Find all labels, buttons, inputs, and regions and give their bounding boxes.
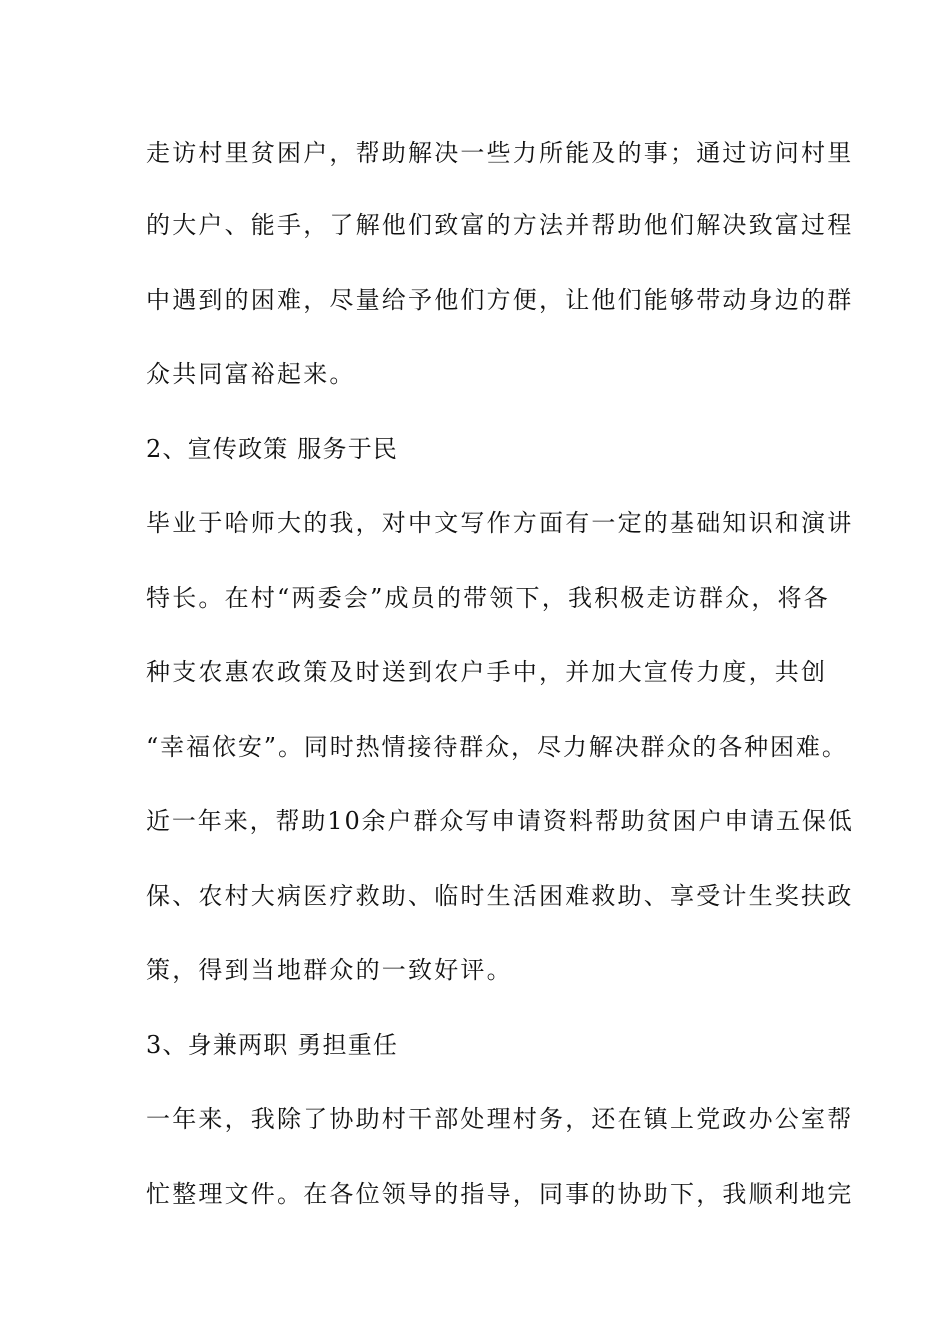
paragraph-line: 的大户、能手，了解他们致富的方法并帮助他们解决致富过程 <box>146 211 854 239</box>
section-heading-2: 2、宣传政策 服务于民 <box>146 435 399 463</box>
section-heading-3: 3、身兼两职 勇担重任 <box>146 1031 399 1059</box>
paragraph-line: 保、农村大病医疗救助、临时生活困难救助、享受计生奖扶政 <box>146 882 854 910</box>
paragraph-line: 中遇到的困难，尽量给予他们方便，让他们能够带动身边的群 <box>146 286 854 314</box>
paragraph-line: 忙整理文件。在各位领导的指导，同事的协助下，我顺利地完 <box>146 1180 854 1208</box>
paragraph-line: 众共同富裕起来。 <box>146 360 356 388</box>
paragraph-line: 毕业于哈师大的我，对中文写作方面有一定的基础知识和演讲 <box>146 509 854 537</box>
paragraph-line: 近一年来，帮助10余户群众写申请资料帮助贫困户申请五保低 <box>146 807 854 835</box>
paragraph-line: 特长。在村“两委会”成员的带领下，我积极走访群众，将各 <box>146 584 830 612</box>
paragraph-line: “幸福依安”。同时热情接待群众，尽力解决群众的各种困难。 <box>146 733 848 761</box>
paragraph-line: 策，得到当地群众的一致好评。 <box>146 956 513 984</box>
paragraph-line: 种支农惠农政策及时送到农户手中，并加大宣传力度，共创 <box>146 658 828 686</box>
paragraph-line: 一年来，我除了协助村干部处理村务，还在镇上党政办公室帮 <box>146 1105 854 1133</box>
paragraph-line: 走访村里贫困户，帮助解决一些力所能及的事；通过访问村里 <box>146 139 854 167</box>
